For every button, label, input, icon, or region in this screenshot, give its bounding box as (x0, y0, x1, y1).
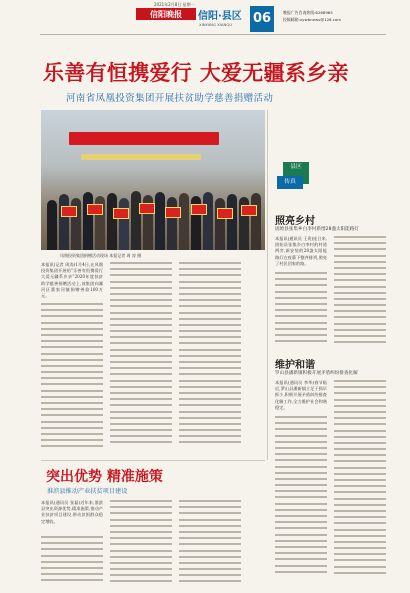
main-headline: 乐善有恒携爱行 大爱无疆系乡亲 (43, 60, 349, 85)
main-story-lead: 本报讯(记者 周涛)1月4日,在凤凰投资集团开展的“乐善有恒携爱行 大爱无疆系乡亲”2020年度扶贫助学慈善捐赠活动上,该集团向浉河区董家河镇捐赠善款100万元。 (41, 262, 103, 299)
story-2-lead: 本报讯(通讯员 李华)春节临近,罗山县潘新镇立足于抓早抓小,积极开展矛盾纠纷排查化解工作,全力维护社会和谐稳定。 (275, 380, 327, 410)
section-subtitle: XINYANG XIANQU (199, 22, 233, 27)
story-divider (41, 460, 265, 461)
news-photo (41, 110, 265, 250)
story-3-column-2 (110, 500, 172, 584)
side-tag-news: 传真 (277, 176, 303, 189)
newspaper-logo: 信阳晚报 (136, 8, 196, 20)
story-2-headline: 维护和谐 (275, 360, 315, 371)
photo-yellow-banner (81, 154, 201, 160)
story-1-lead: 本报讯(通讯员 王贵)连日来,固始县张集乡白李村的村道两旁,新安装的28盏太阳能路灯在夜幕下整齐排列,照亮了村民回家的路。 (275, 236, 327, 266)
story-2-column-2 (334, 380, 386, 584)
page-number: 06 (250, 6, 274, 32)
header-contact (283, 9, 341, 23)
story-2-column-1 (275, 416, 327, 584)
photo-crowd (41, 182, 265, 250)
header-date: 2021年2月8日 星期一 (154, 2, 195, 7)
story-1-headline: 照亮乡村 (275, 216, 315, 227)
story-1-column-2 (334, 236, 386, 348)
story-1-column-1 (275, 272, 327, 348)
main-story-column-3 (179, 262, 241, 453)
story-3-lead: 本报讯(通讯员 张磊)近年来,淮滨县突出资源优势,精准施策,推动产业扶贫项目建设,带动贫困群众稳定增收。 (41, 500, 103, 524)
side-tag-county: 县区 (283, 162, 309, 184)
submission-email: 投稿邮箱:xywbnews@126.com (283, 17, 342, 22)
story-3-subheadline: 淮滨县推动产业扶贫项目建设 (47, 488, 128, 495)
photo-caption: 凤凰投资集团捐赠活动现场 本报记者 周 涛 摄 (60, 253, 142, 258)
story-3-column-3 (179, 500, 241, 584)
story-3-column-1 (41, 536, 103, 584)
column-divider (267, 110, 268, 460)
ad-hotline: 晚报广告咨询热线:6268965 (283, 10, 333, 15)
story-2-subheadline: 罗山县潘新镇积极开展矛盾纠纷排查化解 (275, 371, 358, 376)
section-title: 信阳·县区 (198, 11, 242, 22)
story-1-subheadline: 固始县张集乡白李村新增28盏太阳能路灯 (275, 227, 359, 232)
photo-red-banner (69, 132, 219, 145)
main-story-column-1 (41, 303, 103, 453)
header-divider (40, 34, 386, 35)
main-story-column-2 (110, 262, 172, 453)
story-3-headline: 突出优势 精准施策 (46, 469, 163, 485)
main-subheadline: 河南省凤凰投资集团开展扶贫助学慈善捐赠活动 (66, 93, 274, 104)
